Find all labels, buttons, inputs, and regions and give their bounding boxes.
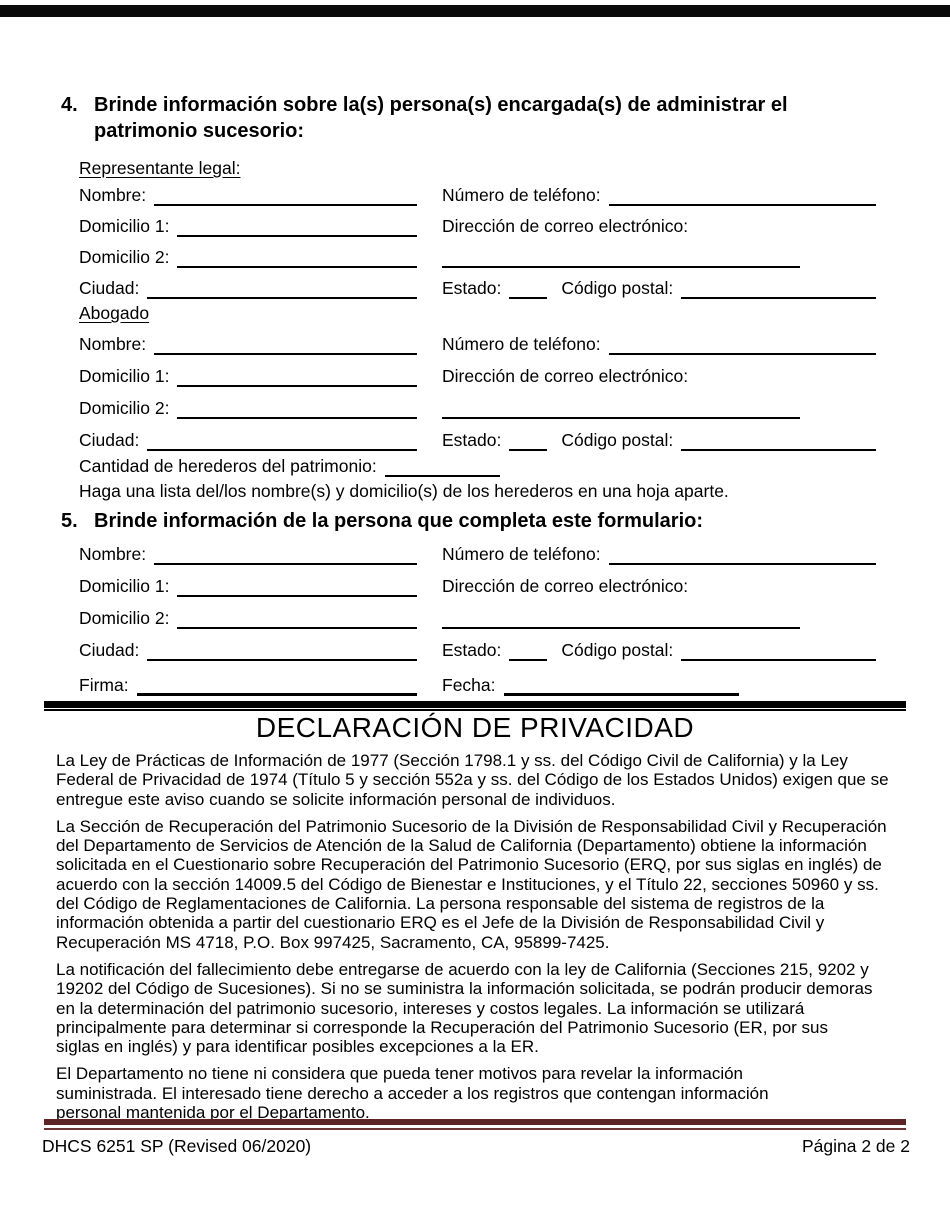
email-label: Dirección de correo electrónico:	[442, 216, 689, 236]
domicilio1-label: Domicilio 1:	[79, 576, 170, 596]
attorney-codigo-postal-line[interactable]	[681, 429, 876, 451]
legal-rep-domicilio2-line[interactable]	[177, 246, 417, 268]
legal-rep-estado-line[interactable]	[509, 277, 547, 299]
codigo-postal-label: Código postal:	[561, 430, 674, 450]
top-black-bar	[0, 5, 950, 17]
legal-rep-email-line[interactable]	[442, 246, 800, 268]
attorney-nombre-line[interactable]	[154, 333, 417, 355]
section-5-title: Brinde información de la persona que completa este formulario:	[94, 510, 704, 532]
domicilio2-label: Domicilio 2:	[79, 398, 170, 418]
section-divider-rule	[44, 701, 906, 711]
fecha-label: Fecha:	[442, 675, 496, 695]
estado-label: Estado:	[442, 430, 502, 450]
legal-rep-ciudad-line[interactable]	[147, 277, 417, 299]
ciudad-label: Ciudad:	[79, 278, 140, 298]
legal-rep-row-ciudad	[79, 275, 876, 299]
completer-nombre-line[interactable]	[154, 543, 417, 565]
heirs-count-row	[79, 453, 520, 477]
section-4-heading	[61, 92, 885, 144]
completer-estado-line[interactable]	[509, 639, 547, 661]
legal-rep-row-nombre	[79, 182, 876, 206]
estado-label: Estado:	[442, 640, 502, 660]
completer-row-ciudad	[79, 637, 876, 661]
section-4-number: 4.	[61, 94, 78, 116]
attorney-row-nombre	[79, 331, 876, 355]
legal-rep-heading: Representante legal:	[79, 158, 241, 178]
privacy-paragraph-4: El Departamento no tiene ni considera que pueda tener motivos para revelar la información suministrada. El interesado tiene derecho a acceder a los registros que contengan información personal mantenida por el Departamento.	[56, 1064, 769, 1123]
signature-row	[79, 672, 876, 696]
codigo-postal-label: Código postal:	[561, 640, 674, 660]
firma-label: Firma:	[79, 675, 129, 695]
completer-row-domicilio1	[79, 573, 876, 597]
completer-domicilio1-line[interactable]	[177, 575, 417, 597]
telefono-label: Número de teléfono:	[442, 334, 601, 354]
heirs-count-label: Cantidad de herederos del patrimonio:	[79, 456, 377, 476]
completer-domicilio2-line[interactable]	[177, 607, 417, 629]
attorney-telefono-line[interactable]	[609, 333, 876, 355]
attorney-domicilio2-line[interactable]	[177, 397, 417, 419]
legal-rep-telefono-line[interactable]	[609, 184, 876, 206]
domicilio1-label: Domicilio 1:	[79, 366, 170, 386]
ciudad-label: Ciudad:	[79, 430, 140, 450]
domicilio2-label: Domicilio 2:	[79, 608, 170, 628]
completer-row-nombre	[79, 541, 876, 565]
section-4-title: Brinde información sobre la(s) persona(s) encargada(s) de administrar el patrimonio sucesorio:	[94, 94, 788, 142]
footer-form-id: DHCS 6251 SP (Revised 06/2020)	[42, 1136, 312, 1156]
attorney-domicilio1-line[interactable]	[177, 365, 417, 387]
attorney-estado-line[interactable]	[509, 429, 547, 451]
fecha-line[interactable]	[504, 674, 739, 696]
telefono-label: Número de teléfono:	[442, 544, 601, 564]
privacy-paragraph-2: La Sección de Recuperación del Patrimonio Sucesorio de la División de Responsabilidad Civil y Recuperación del Departamento de Servicios de Atención de la Salud de California (Departamento) obtiene la información solicitada en el Cuestionario sobre Recuperación del Patrimonio Sucesorio (ERQ, por sus siglas en inglés) de acuerdo con la sección 14009.5 del Código de Bienestar e Instituciones, y el Título 22, secciones 50960 y ss. del Código de Reglamentaciones de California. La persona responsable del sistema de registros de la información obtenida a partir del cuestionario ERQ es el Jefe de la División de Responsabilidad Civil y Recuperación MS 4718, P.O. Box 997425, Sacramento, CA, 95899-7425.	[56, 816, 887, 952]
completer-email-line[interactable]	[442, 607, 800, 629]
telefono-label: Número de teléfono:	[442, 185, 601, 205]
completer-telefono-line[interactable]	[609, 543, 876, 565]
domicilio2-label: Domicilio 2:	[79, 247, 170, 267]
heirs-note: Haga una lista del/los nombre(s) y domicilio(s) de los herederos en una hoja aparte.	[79, 481, 729, 501]
privacy-paragraph-3: La notificación del fallecimiento debe entregarse de acuerdo con la ley de California (Secciones 215, 9202 y 19202 del Código de Sucesiones). Si no se suministra la información solicitada, se podrán producir demoras en la determinación del patrimonio sucesorio, intereses y costos legales. La información se utilizará principalmente para determinar si corresponde la Recuperación del Patrimonio Sucesorio (ER, por sus siglas en inglés) y para identificar posibles excepciones a la ER.	[56, 959, 873, 1057]
section-5-heading	[61, 508, 885, 534]
heirs-count-line[interactable]	[385, 455, 500, 477]
attorney-email-line[interactable]	[442, 397, 800, 419]
legal-rep-domicilio1-line[interactable]	[177, 215, 417, 237]
attorney-heading: Abogado	[79, 303, 150, 323]
email-label: Dirección de correo electrónico:	[442, 576, 689, 596]
codigo-postal-label: Código postal:	[561, 278, 674, 298]
nombre-label: Nombre:	[79, 334, 147, 354]
section-5-number: 5.	[61, 510, 78, 532]
attorney-row-domicilio2	[79, 395, 876, 419]
legal-rep-row-domicilio2	[79, 244, 876, 268]
privacy-text	[56, 751, 908, 1130]
legal-rep-row-domicilio1	[79, 213, 876, 237]
estado-label: Estado:	[442, 278, 502, 298]
nombre-label: Nombre:	[79, 185, 147, 205]
footer-rule	[44, 1119, 906, 1130]
attorney-row-ciudad	[79, 427, 876, 451]
privacy-title: DECLARACIÓN DE PRIVACIDAD	[255, 712, 695, 743]
ciudad-label: Ciudad:	[79, 640, 140, 660]
privacy-paragraph-1: La Ley de Prácticas de Información de 1977 (Sección 1798.1 y ss. del Código Civil de California) y la Ley Federal de Privacidad de 1974 (Título 5 y sección 552a y ss. del Código de los Estados Unidos) exigen que se entregue este aviso cuando se solicite información personal de individuos.	[56, 751, 889, 809]
domicilio1-label: Domicilio 1:	[79, 216, 170, 236]
nombre-label: Nombre:	[79, 544, 147, 564]
legal-rep-codigo-postal-line[interactable]	[681, 277, 876, 299]
completer-row-domicilio2	[79, 605, 876, 629]
footer	[42, 1136, 910, 1157]
completer-codigo-postal-line[interactable]	[681, 639, 876, 661]
completer-ciudad-line[interactable]	[147, 639, 417, 661]
attorney-row-domicilio1	[79, 363, 876, 387]
attorney-ciudad-line[interactable]	[147, 429, 417, 451]
email-label: Dirección de correo electrónico:	[442, 366, 689, 386]
legal-rep-nombre-line[interactable]	[154, 184, 417, 206]
firma-line[interactable]	[137, 674, 417, 696]
footer-page-number: Página 2 de 2	[801, 1136, 910, 1156]
